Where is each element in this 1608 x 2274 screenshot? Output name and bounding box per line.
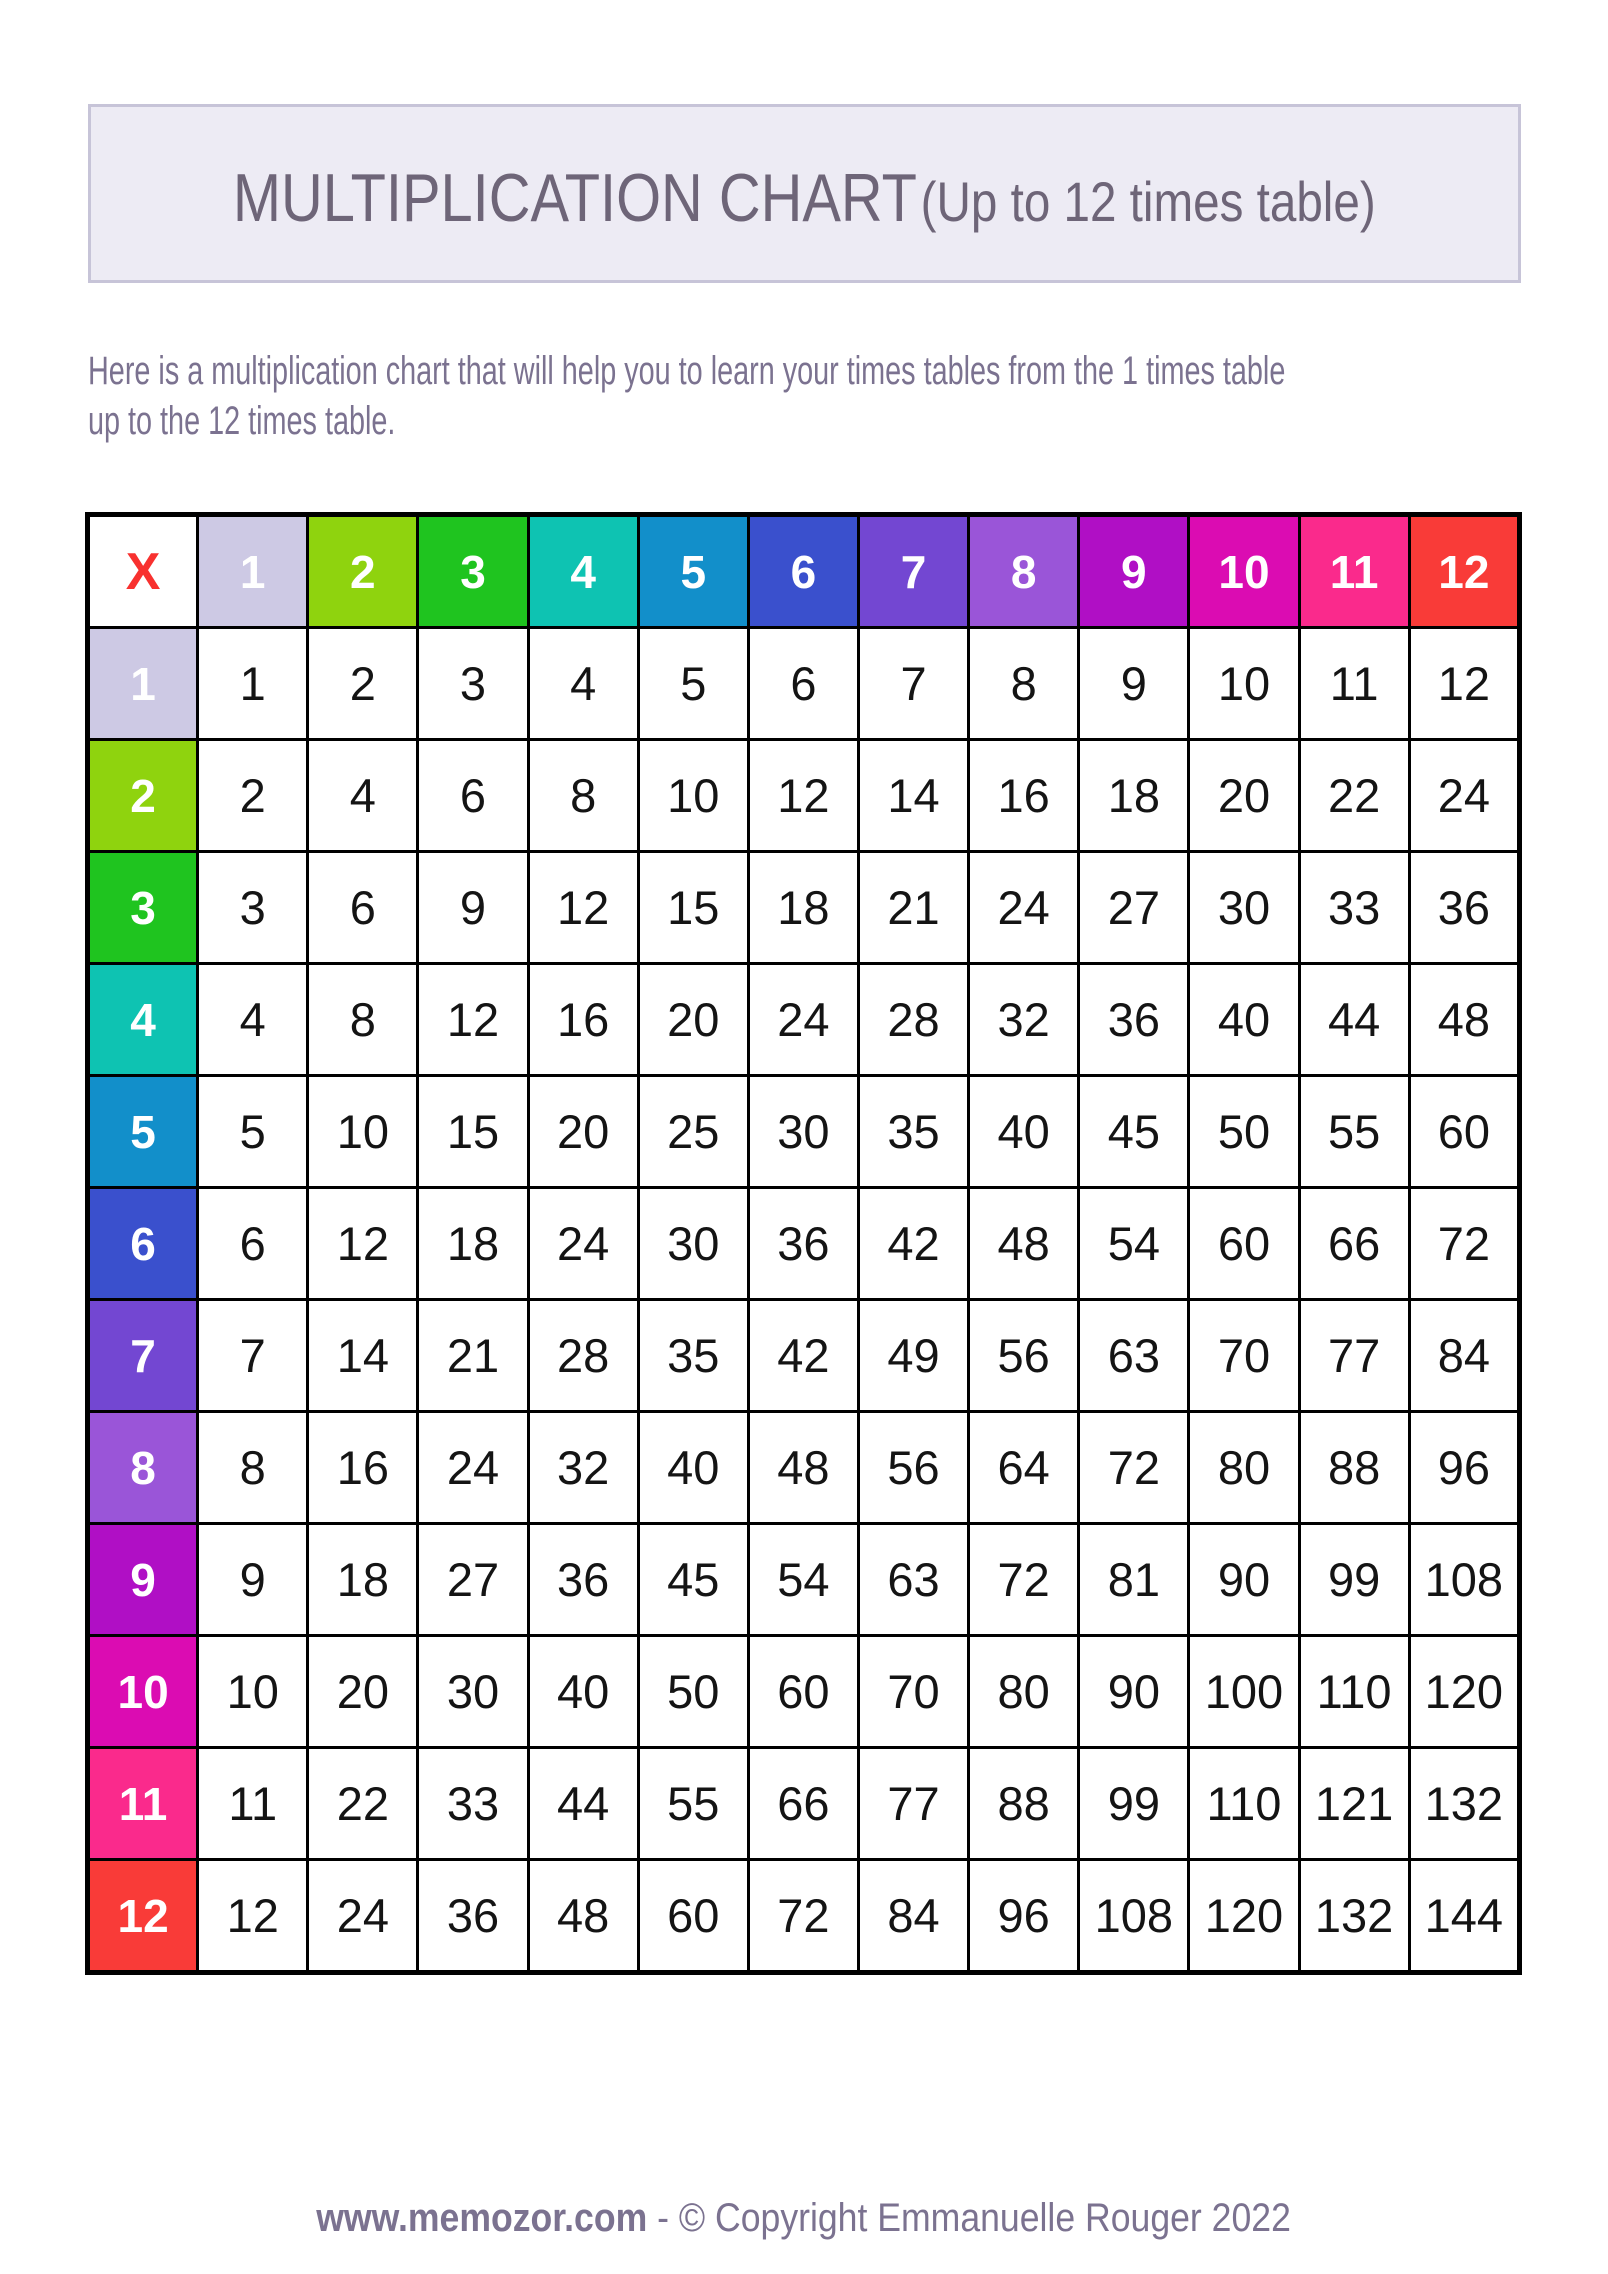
product-cell-3x3: 9 — [418, 852, 528, 964]
row-header-1: 1 — [88, 628, 198, 740]
table-row-7 — [88, 1300, 1520, 1412]
product-cell-3x1: 3 — [198, 852, 308, 964]
product-cell-11x12: 132 — [1409, 1748, 1519, 1860]
row-header-4: 4 — [88, 964, 198, 1076]
product-cell-2x6: 12 — [748, 740, 858, 852]
product-cell-6x9: 54 — [1079, 1188, 1189, 1300]
product-cell-8x12: 96 — [1409, 1412, 1519, 1524]
product-cell-10x5: 50 — [638, 1636, 748, 1748]
column-header-1: 1 — [198, 515, 308, 628]
footer-site: www.memozor.com — [316, 2196, 648, 2240]
title-banner — [88, 104, 1521, 283]
product-cell-5x2: 10 — [308, 1076, 418, 1188]
product-cell-4x12: 48 — [1409, 964, 1519, 1076]
product-cell-11x2: 22 — [308, 1748, 418, 1860]
product-cell-12x11: 132 — [1299, 1860, 1409, 1973]
product-cell-1x6: 6 — [748, 628, 858, 740]
product-cell-9x7: 63 — [858, 1524, 968, 1636]
product-cell-3x4: 12 — [528, 852, 638, 964]
product-cell-7x8: 56 — [969, 1300, 1079, 1412]
product-cell-10x6: 60 — [748, 1636, 858, 1748]
table-row-3 — [88, 852, 1520, 964]
product-cell-6x5: 30 — [638, 1188, 748, 1300]
product-cell-5x5: 25 — [638, 1076, 748, 1188]
product-cell-9x6: 54 — [748, 1524, 858, 1636]
product-cell-7x12: 84 — [1409, 1300, 1519, 1412]
product-cell-2x7: 14 — [858, 740, 968, 852]
product-cell-12x12: 144 — [1409, 1860, 1519, 1973]
product-cell-11x4: 44 — [528, 1748, 638, 1860]
row-header-10: 10 — [88, 1636, 198, 1748]
multiplication-table — [85, 512, 1522, 1975]
footer — [0, 2196, 1608, 2240]
product-cell-8x4: 32 — [528, 1412, 638, 1524]
product-cell-10x2: 20 — [308, 1636, 418, 1748]
product-cell-4x10: 40 — [1189, 964, 1299, 1076]
product-cell-9x3: 27 — [418, 1524, 528, 1636]
product-cell-10x7: 70 — [858, 1636, 968, 1748]
product-cell-7x2: 14 — [308, 1300, 418, 1412]
product-cell-3x5: 15 — [638, 852, 748, 964]
product-cell-3x7: 21 — [858, 852, 968, 964]
product-cell-8x8: 64 — [969, 1412, 1079, 1524]
product-cell-9x1: 9 — [198, 1524, 308, 1636]
product-cell-11x6: 66 — [748, 1748, 858, 1860]
table-row-2 — [88, 740, 1520, 852]
table-row-1 — [88, 628, 1520, 740]
product-cell-2x3: 6 — [418, 740, 528, 852]
table-row-4 — [88, 964, 1520, 1076]
product-cell-11x1: 11 — [198, 1748, 308, 1860]
product-cell-12x10: 120 — [1189, 1860, 1299, 1973]
product-cell-11x9: 99 — [1079, 1748, 1189, 1860]
product-cell-2x10: 20 — [1189, 740, 1299, 852]
product-cell-12x5: 60 — [638, 1860, 748, 1973]
product-cell-5x4: 20 — [528, 1076, 638, 1188]
product-cell-8x10: 80 — [1189, 1412, 1299, 1524]
product-cell-3x12: 36 — [1409, 852, 1519, 964]
product-cell-3x8: 24 — [969, 852, 1079, 964]
page-title-line — [233, 151, 1376, 237]
product-cell-6x3: 18 — [418, 1188, 528, 1300]
product-cell-1x4: 4 — [528, 628, 638, 740]
product-cell-1x3: 3 — [418, 628, 528, 740]
product-cell-1x1: 1 — [198, 628, 308, 740]
product-cell-6x10: 60 — [1189, 1188, 1299, 1300]
product-cell-9x8: 72 — [969, 1524, 1079, 1636]
table-head — [88, 515, 1520, 628]
product-cell-3x2: 6 — [308, 852, 418, 964]
product-cell-5x1: 5 — [198, 1076, 308, 1188]
product-cell-4x3: 12 — [418, 964, 528, 1076]
product-cell-7x6: 42 — [748, 1300, 858, 1412]
product-cell-1x7: 7 — [858, 628, 968, 740]
row-header-11: 11 — [88, 1748, 198, 1860]
product-cell-7x4: 28 — [528, 1300, 638, 1412]
product-cell-7x5: 35 — [638, 1300, 748, 1412]
column-header-11: 11 — [1299, 515, 1409, 628]
column-header-12: 12 — [1409, 515, 1519, 628]
product-cell-2x12: 24 — [1409, 740, 1519, 852]
row-header-5: 5 — [88, 1076, 198, 1188]
product-cell-1x11: 11 — [1299, 628, 1409, 740]
product-cell-8x11: 88 — [1299, 1412, 1409, 1524]
product-cell-3x10: 30 — [1189, 852, 1299, 964]
product-cell-11x10: 110 — [1189, 1748, 1299, 1860]
product-cell-12x7: 84 — [858, 1860, 968, 1973]
product-cell-6x11: 66 — [1299, 1188, 1409, 1300]
product-cell-8x7: 56 — [858, 1412, 968, 1524]
product-cell-4x6: 24 — [748, 964, 858, 1076]
product-cell-5x10: 50 — [1189, 1076, 1299, 1188]
row-header-12: 12 — [88, 1860, 198, 1973]
column-header-8: 8 — [969, 515, 1079, 628]
product-cell-1x10: 10 — [1189, 628, 1299, 740]
product-cell-7x1: 7 — [198, 1300, 308, 1412]
product-cell-7x11: 77 — [1299, 1300, 1409, 1412]
product-cell-6x4: 24 — [528, 1188, 638, 1300]
product-cell-6x1: 6 — [198, 1188, 308, 1300]
product-cell-2x4: 8 — [528, 740, 638, 852]
product-cell-2x8: 16 — [969, 740, 1079, 852]
product-cell-1x12: 12 — [1409, 628, 1519, 740]
product-cell-4x5: 20 — [638, 964, 748, 1076]
product-cell-9x11: 99 — [1299, 1524, 1409, 1636]
table-row-10 — [88, 1636, 1520, 1748]
product-cell-1x2: 2 — [308, 628, 418, 740]
product-cell-8x9: 72 — [1079, 1412, 1189, 1524]
product-cell-8x3: 24 — [418, 1412, 528, 1524]
column-header-6: 6 — [748, 515, 858, 628]
product-cell-8x5: 40 — [638, 1412, 748, 1524]
product-cell-10x1: 10 — [198, 1636, 308, 1748]
product-cell-10x12: 120 — [1409, 1636, 1519, 1748]
product-cell-9x5: 45 — [638, 1524, 748, 1636]
product-cell-12x9: 108 — [1079, 1860, 1189, 1973]
product-cell-5x7: 35 — [858, 1076, 968, 1188]
product-cell-3x6: 18 — [748, 852, 858, 964]
product-cell-7x3: 21 — [418, 1300, 528, 1412]
product-cell-9x2: 18 — [308, 1524, 418, 1636]
product-cell-6x12: 72 — [1409, 1188, 1519, 1300]
product-cell-8x1: 8 — [198, 1412, 308, 1524]
product-cell-4x8: 32 — [969, 964, 1079, 1076]
product-cell-9x9: 81 — [1079, 1524, 1189, 1636]
product-cell-6x8: 48 — [969, 1188, 1079, 1300]
table-body — [88, 628, 1520, 1973]
footer-text — [317, 2196, 1292, 2240]
product-cell-2x9: 18 — [1079, 740, 1189, 852]
product-cell-8x2: 16 — [308, 1412, 418, 1524]
product-cell-12x2: 24 — [308, 1860, 418, 1973]
product-cell-4x4: 16 — [528, 964, 638, 1076]
row-header-9: 9 — [88, 1524, 198, 1636]
product-cell-10x3: 30 — [418, 1636, 528, 1748]
product-cell-3x9: 27 — [1079, 852, 1189, 964]
product-cell-7x9: 63 — [1079, 1300, 1189, 1412]
product-cell-1x9: 9 — [1079, 628, 1189, 740]
row-header-3: 3 — [88, 852, 198, 964]
header-row — [88, 515, 1520, 628]
product-cell-2x1: 2 — [198, 740, 308, 852]
product-cell-2x5: 10 — [638, 740, 748, 852]
product-cell-6x2: 12 — [308, 1188, 418, 1300]
column-header-3: 3 — [418, 515, 528, 628]
table-row-11 — [88, 1748, 1520, 1860]
product-cell-6x6: 36 — [748, 1188, 858, 1300]
page-subtitle: (Up to 12 times table) — [920, 169, 1376, 233]
intro-line-1: Here is a multiplication chart that will help you to learn your times tables from the 1 times table — [88, 349, 1286, 393]
row-header-7: 7 — [88, 1300, 198, 1412]
column-header-2: 2 — [308, 515, 418, 628]
product-cell-1x5: 5 — [638, 628, 748, 740]
product-cell-11x8: 88 — [969, 1748, 1079, 1860]
corner-cell-x: X — [88, 515, 198, 628]
product-cell-12x6: 72 — [748, 1860, 858, 1973]
footer-separator: - — [647, 2196, 680, 2240]
table-row-9 — [88, 1524, 1520, 1636]
product-cell-10x9: 90 — [1079, 1636, 1189, 1748]
row-header-8: 8 — [88, 1412, 198, 1524]
product-cell-10x11: 110 — [1299, 1636, 1409, 1748]
product-cell-12x4: 48 — [528, 1860, 638, 1973]
intro-text — [88, 346, 1285, 446]
product-cell-9x4: 36 — [528, 1524, 638, 1636]
product-cell-12x8: 96 — [969, 1860, 1079, 1973]
column-header-4: 4 — [528, 515, 638, 628]
product-cell-12x1: 12 — [198, 1860, 308, 1973]
column-header-9: 9 — [1079, 515, 1189, 628]
product-cell-9x12: 108 — [1409, 1524, 1519, 1636]
product-cell-5x11: 55 — [1299, 1076, 1409, 1188]
product-cell-5x9: 45 — [1079, 1076, 1189, 1188]
product-cell-10x8: 80 — [969, 1636, 1079, 1748]
product-cell-5x8: 40 — [969, 1076, 1079, 1188]
product-cell-9x10: 90 — [1189, 1524, 1299, 1636]
product-cell-11x3: 33 — [418, 1748, 528, 1860]
product-cell-11x7: 77 — [858, 1748, 968, 1860]
table-row-6 — [88, 1188, 1520, 1300]
row-header-6: 6 — [88, 1188, 198, 1300]
product-cell-6x7: 42 — [858, 1188, 968, 1300]
product-cell-10x10: 100 — [1189, 1636, 1299, 1748]
product-cell-12x3: 36 — [418, 1860, 528, 1973]
product-cell-8x6: 48 — [748, 1412, 858, 1524]
intro-line-2: up to the 12 times table. — [88, 399, 396, 443]
row-header-2: 2 — [88, 740, 198, 852]
product-cell-10x4: 40 — [528, 1636, 638, 1748]
column-header-10: 10 — [1189, 515, 1299, 628]
product-cell-7x10: 70 — [1189, 1300, 1299, 1412]
column-header-7: 7 — [858, 515, 968, 628]
product-cell-3x11: 33 — [1299, 852, 1409, 964]
table-row-5 — [88, 1076, 1520, 1188]
product-cell-4x7: 28 — [858, 964, 968, 1076]
product-cell-7x7: 49 — [858, 1300, 968, 1412]
footer-copyright: © Copyright Emmanuelle Rouger 2022 — [679, 2196, 1292, 2240]
product-cell-5x12: 60 — [1409, 1076, 1519, 1188]
product-cell-2x11: 22 — [1299, 740, 1409, 852]
column-header-5: 5 — [638, 515, 748, 628]
product-cell-5x6: 30 — [748, 1076, 858, 1188]
product-cell-11x5: 55 — [638, 1748, 748, 1860]
product-cell-4x2: 8 — [308, 964, 418, 1076]
product-cell-4x11: 44 — [1299, 964, 1409, 1076]
table-row-8 — [88, 1412, 1520, 1524]
table-row-12 — [88, 1860, 1520, 1973]
page-title: MULTIPLICATION CHART — [233, 159, 918, 236]
product-cell-4x9: 36 — [1079, 964, 1189, 1076]
product-cell-11x11: 121 — [1299, 1748, 1409, 1860]
product-cell-1x8: 8 — [969, 628, 1079, 740]
product-cell-5x3: 15 — [418, 1076, 528, 1188]
product-cell-4x1: 4 — [198, 964, 308, 1076]
product-cell-2x2: 4 — [308, 740, 418, 852]
